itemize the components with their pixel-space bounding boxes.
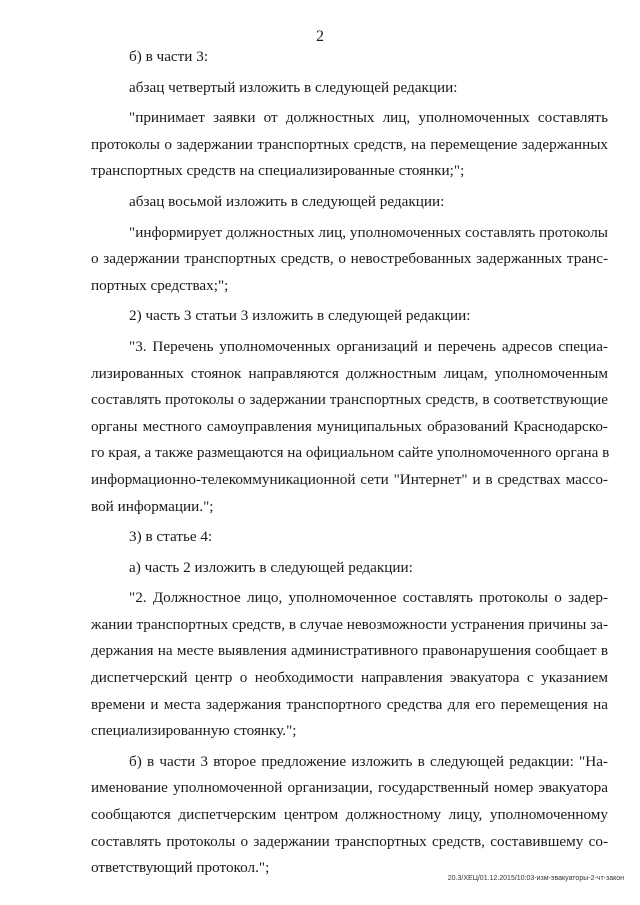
text-line: транспортных средств на специализированные стоянки;"; xyxy=(91,162,465,180)
text-line: специализированную стоянку."; xyxy=(91,722,297,740)
text-line: ответствующий протокол."; xyxy=(91,859,270,877)
text-line: 2) часть 3 статьи 3 изложить в следующей редакции: xyxy=(129,307,471,325)
text-line: "2. Должностное лицо, уполномоченное составлять протоколы о задер- xyxy=(129,589,608,607)
text-line: 3) в статье 4: xyxy=(129,528,213,546)
text-line: держания на месте выявления административного правонарушения сообщает в xyxy=(91,642,608,660)
text-line: именование уполномоченной организации, государственный номер эвакуатора xyxy=(91,779,608,797)
text-line: протоколы о задержании транспортных средств, на перемещение задержанных xyxy=(91,135,608,153)
text-line: составлять протоколы о задержании транспортных средств, составившему со- xyxy=(91,832,608,850)
page-number: 2 xyxy=(316,28,324,45)
text-line: б) в части 3: xyxy=(129,48,209,65)
text-line: "информирует должностных лиц, уполномоченных составлять протоколы xyxy=(129,223,608,241)
document-body xyxy=(91,44,608,882)
text-line: портных средствах;"; xyxy=(91,276,229,294)
text-line: "принимает заявки от должностных лиц, уполномоченных составлять xyxy=(129,109,608,127)
text-line: абзац восьмой изложить в следующей редакции: xyxy=(129,192,445,210)
text-line: го края, а также размещаются на официальном сайте уполномоченного органа в xyxy=(91,444,610,462)
text-line: лизированных стоянок направляются должностным лицам, уполномоченным xyxy=(91,364,608,382)
text-line: "3. Перечень уполномоченных организаций и перечень адресов специа- xyxy=(129,337,608,355)
footer-file-stamp: 20.3/ХЕЦ/01.12.2015/10:03-изм-эвакуаторы-2-чт-закон xyxy=(447,875,624,882)
text-line: абзац четвертый изложить в следующей редакции: xyxy=(129,78,458,96)
text-line: диспетчерский центр о необходимости направления эвакуатора с указанием xyxy=(91,669,608,687)
text-line: времени и места задержания транспортного средства для его перемещения на xyxy=(91,695,608,713)
text-line: сообщаются диспетчерским центром должностному лицу, уполномоченному xyxy=(91,806,608,824)
text-line: а) часть 2 изложить в следующей редакции: xyxy=(129,558,413,576)
text-line: составлять протоколы о задержании транспортных средств, в соответствующие xyxy=(91,391,608,409)
text-line: органы местного самоуправления муниципальных образований Краснодарско- xyxy=(91,417,608,435)
text-line: жании транспортных средств, в случае невозможности устранения причины за- xyxy=(91,615,608,633)
text-line: вой информации."; xyxy=(91,497,214,515)
text-line: о задержании транспортных средств, о невостребованных задержанных транс- xyxy=(91,250,608,268)
text-line: б) в части 3 второе предложение изложить в следующей редакции: "На- xyxy=(129,752,608,770)
text-line: информационно-телекоммуникационной сети "Интернет" и в средствах массо- xyxy=(91,470,608,488)
